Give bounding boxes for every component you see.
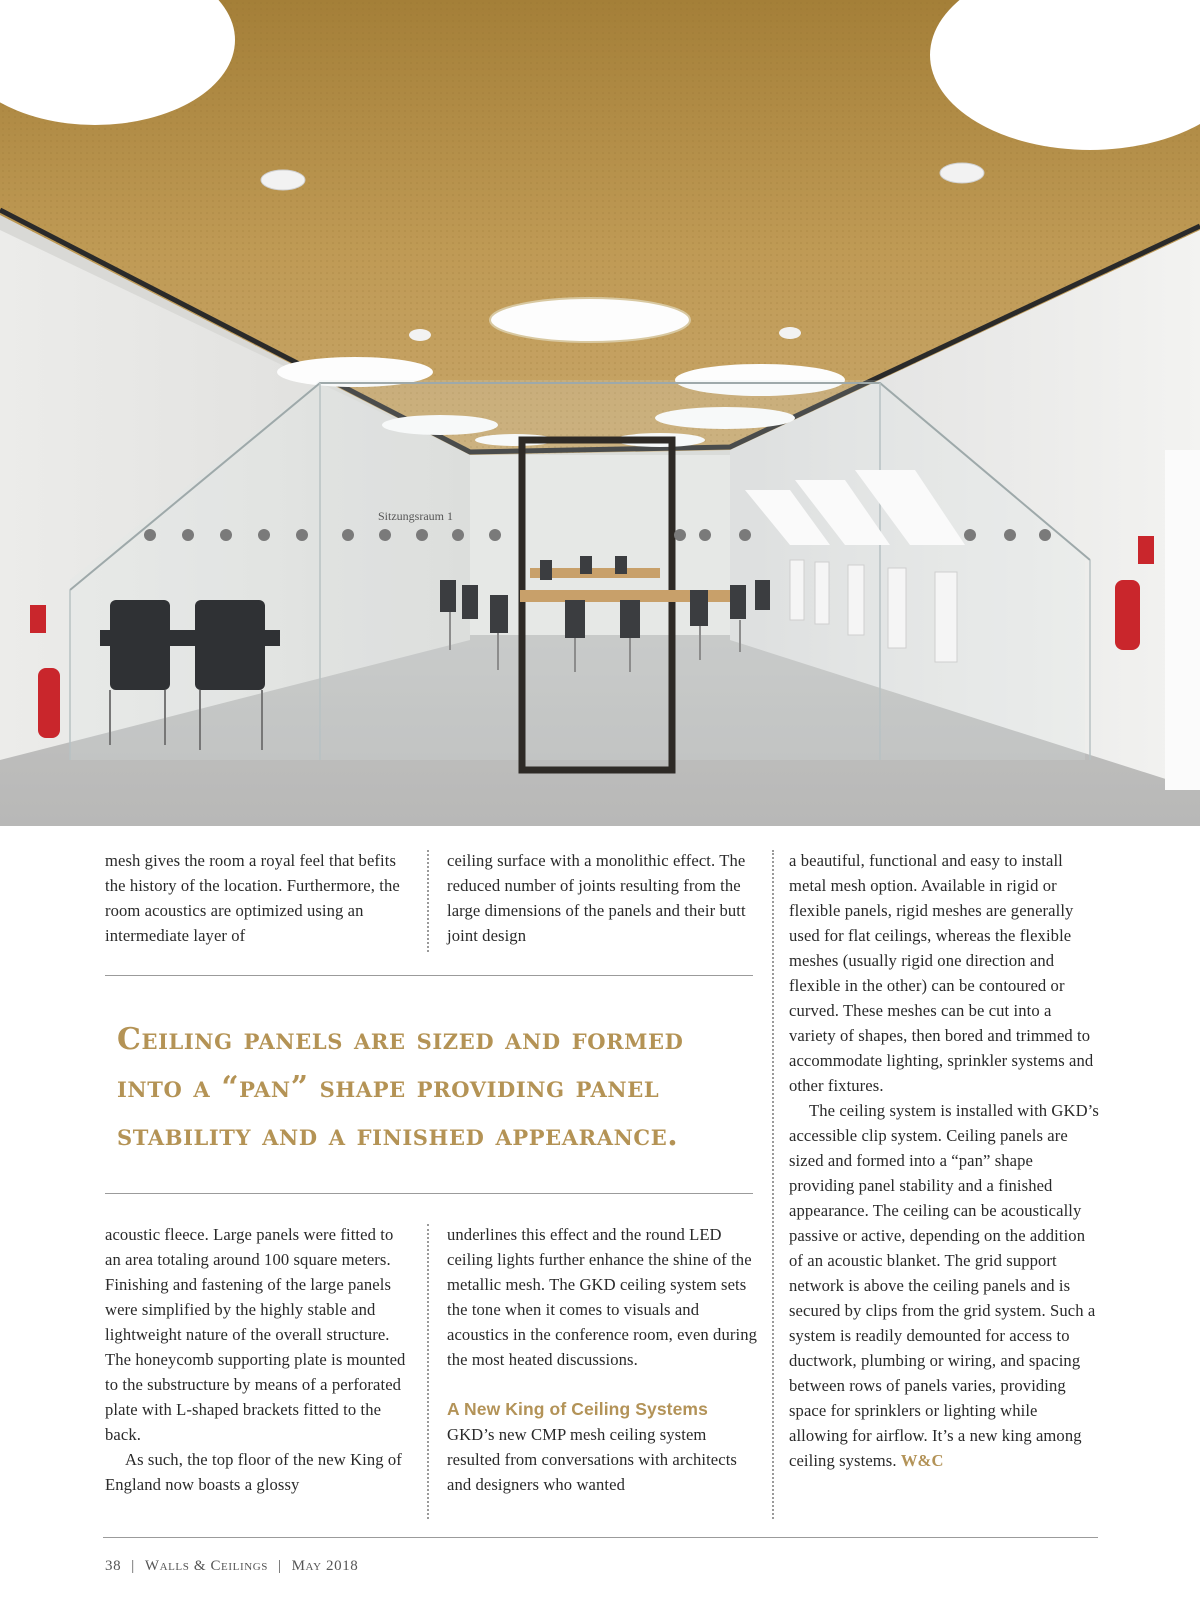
column2-top-text <box>447 848 753 948</box>
column2-paragraph: underlines this effect and the round LED ceiling lights further enhance the shine of the metallic mesh. The GKD ceiling system sets the tone when it comes to visuals and acoustics in the conference room, even during the most heated discussions. <box>447 1225 757 1369</box>
column1-bottom-text <box>105 1222 411 1497</box>
footer-rule <box>103 1537 1098 1538</box>
column1-paragraph: As such, the top floor of the new King of England now boasts a glossy <box>105 1450 402 1494</box>
column1-top-paragraph: mesh gives the room a royal feel that befits the history of the location. Furthermore, the room acoustics are optimized using an intermediate layer of <box>105 851 400 945</box>
column-divider <box>427 1224 429 1519</box>
page-number: 38 <box>105 1558 122 1574</box>
pull-quote-bottom-rule <box>105 1193 753 1194</box>
column1-paragraph: acoustic fleece. Large panels were fitted to an area totaling around 100 square meters. Finishing and fastening of the large panels were simplified by the highly stable and lightweight nature of the overall structure. The honeycomb supporting plate is mounted to the substructure by means of a perforated plate with L-shaped brackets fitted to the back. <box>105 1225 406 1444</box>
pull-quote-top-rule <box>105 975 753 976</box>
column-divider <box>427 850 429 952</box>
column2-top-paragraph: ceiling surface with a monolithic effect. The reduced number of joints resulting from the large dimensions of the panels and their butt joint design <box>447 851 746 945</box>
column2-paragraph: GKD’s new CMP mesh ceiling system resulted from conversations with architects and designers who wanted <box>447 1425 737 1494</box>
column3-paragraph <box>789 1098 1099 1473</box>
column3-paragraph-text: The ceiling system is installed with GKD’s accessible clip system. Ceiling panels are sized and formed into a “pan” shape providing panel stability and a finished appearance. The ceiling can be acoustically passive or active, depending on the addition of an acoustic blanket. The grid support network is above the ceiling panels and is secured by clips from the grid system. Such a system is readily demounted for access to ductwork, plumbing or wiring, and spacing between rows of panels varies, providing space for sprinklers or lighting while allowing for airflow. It’s a new king among ceiling systems. <box>789 1101 1099 1470</box>
section-subhead: A New King of Ceiling Systems <box>447 1399 708 1419</box>
publication-name: Walls & Ceilings <box>144 1558 269 1574</box>
column1-top-text <box>105 848 411 948</box>
page-footer: 38 | Walls & Ceilings | May 2018 <box>105 1558 359 1574</box>
pull-quote: Ceiling panels are sized and formed into a “pan” shape providing panel stability and a finished appearance. <box>117 1022 684 1153</box>
room-sign-text: Sitzungsraum 1 <box>378 509 453 523</box>
issue-date: May 2018 <box>291 1558 359 1574</box>
column3-text <box>789 848 1099 1473</box>
column-divider <box>772 850 774 1519</box>
column3-paragraph: a beautiful, functional and easy to install metal mesh option. Available in rigid or flexible panels, rigid meshes are generally used for flat ceilings, whereas the flexible meshes (usually rigid one direction and flexible in the other) can be contoured or curved. These meshes can be cut into a variety of shapes, then bored and trimmed to accommodate lighting, sprinkler systems and other fixtures. <box>789 851 1094 1095</box>
column2-bottom-text <box>447 1222 757 1497</box>
signoff-mark: W&C <box>900 1451 944 1470</box>
